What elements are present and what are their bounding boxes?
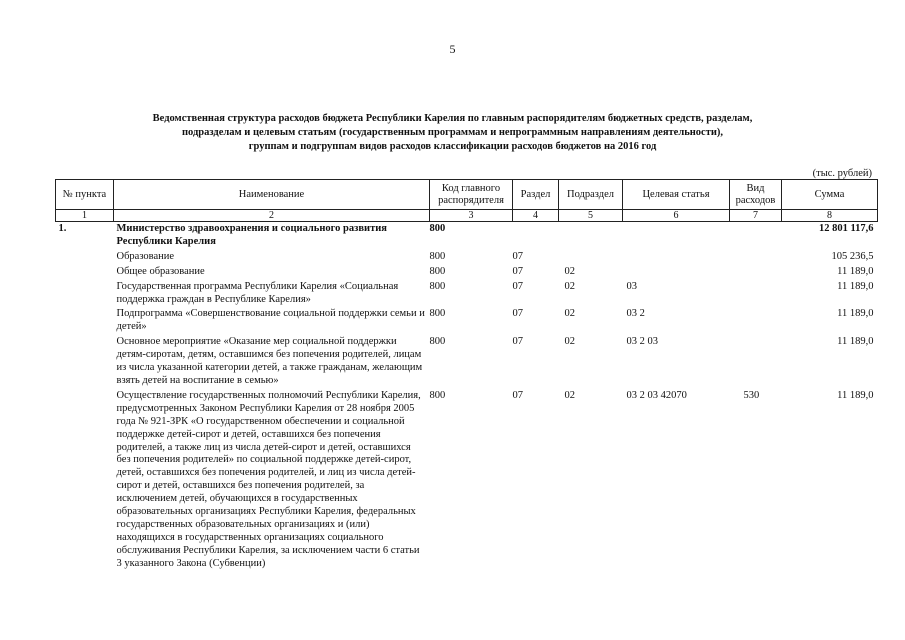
row-section: 07: [512, 336, 523, 348]
row-subsection: 02: [564, 265, 575, 277]
row-kind: [730, 265, 782, 280]
row-section: 07: [512, 308, 523, 320]
row-section: 07: [512, 389, 523, 401]
row-code: 800: [429, 250, 446, 262]
column-number: 5: [559, 210, 623, 222]
row-sum: 11 189,0: [837, 280, 874, 292]
row-target: [623, 250, 730, 265]
row-sum: 11 189,0: [837, 308, 874, 320]
table-header-row: [56, 180, 878, 210]
column-number: 6: [623, 210, 730, 222]
column-number: 1: [56, 210, 114, 222]
row-name: Подпрограмма «Совершенствование социальной поддержки семьи и детей»: [116, 308, 425, 333]
row-name: Государственная программа Республики Карелия «Социальная поддержка граждан в Республике Карелия»: [116, 280, 399, 305]
row-num: [56, 265, 114, 280]
row-kind: [730, 250, 782, 265]
row-code: 800: [429, 389, 446, 401]
row-subsection: 02: [564, 280, 575, 292]
row-code: 800: [429, 308, 446, 320]
row-kind: [730, 222, 782, 250]
table-row: [56, 389, 878, 572]
row-sum: 11 189,0: [837, 265, 874, 277]
header-section: Раздел: [513, 180, 559, 210]
row-num: 1.: [58, 223, 67, 234]
page-number: 5: [449, 42, 456, 56]
header-target: Целевая статья: [623, 180, 730, 210]
row-section: 07: [512, 250, 523, 262]
header-kind: Вид расходов: [730, 180, 782, 210]
table-row: [56, 280, 878, 308]
row-target: 03 2 03 42070: [626, 389, 687, 401]
budget-table: [55, 179, 878, 572]
table-row: [56, 307, 878, 335]
row-sum: 12 801 117,6: [818, 223, 874, 234]
row-code: 800: [429, 280, 446, 292]
row-num: [56, 335, 114, 389]
row-name: Осуществление государственных полномочий Республики Карелия, предусмотренных Законом Республики Карелия от 28 ноября 2005 года № 921-ЗРК «О государственном обеспечении и социальной поддержке детей-сирот и детей, оставшихся без попечения родителей, а также лиц из числа детей-сирот и детей, оставшихся без попечения родителей» по социальной поддержке детей-сирот, детей, оставшихся без попечения родителей, и лиц из числа детей-сирот и детей, оставшихся без попечения родителей, за исключением детей, обучающихся в государственных образовательных организациях Республики Карелия, федеральных государственных образовательных организациях и (или) находящихся в государственных организациях социального обслуживания Республики Карелия, за исключением части 6 статьи 3 указанного Закона (Субвенции): [116, 389, 421, 569]
row-name: Общее образование: [116, 265, 205, 277]
header-code: Код главного распорядителя: [430, 180, 513, 210]
row-kind: [730, 307, 782, 335]
header-num: № пункта: [56, 180, 114, 210]
table-row: [56, 265, 878, 280]
row-section: [513, 222, 559, 250]
row-target: 03 2 03: [626, 336, 658, 348]
row-num: [56, 280, 114, 308]
row-num: [56, 389, 114, 572]
table-body: [56, 222, 878, 572]
row-target: [623, 265, 730, 280]
table-row: [56, 250, 878, 265]
row-name: Основное мероприятие «Оказание мер социальной поддержки детям-сиротам, детям, оставшимся без попечения родителей, лицам из числа указанной категории детей, а также гражданам, желающим взять детей на воспитание в семью»: [116, 336, 423, 386]
column-number-row: [56, 210, 878, 222]
row-code: 800: [429, 223, 446, 234]
header-sum: Сумма: [782, 180, 878, 210]
title-line-3: группам и подгруппам видов расходов классификации расходов бюджетов на 2016 год: [248, 141, 657, 152]
row-subsection: [559, 250, 623, 265]
column-number: 8: [782, 210, 878, 222]
row-target: [623, 222, 730, 250]
row-section: 07: [512, 265, 523, 277]
row-subsection: [559, 222, 623, 250]
row-num: [56, 250, 114, 265]
row-subsection: 02: [564, 389, 575, 401]
table-row: [56, 335, 878, 389]
column-number: 3: [430, 210, 513, 222]
row-subsection: 02: [564, 308, 575, 320]
row-section: 07: [512, 280, 523, 292]
row-name: Образование: [116, 250, 175, 262]
table-row: [56, 222, 878, 250]
row-kind: [730, 335, 782, 389]
row-num: [56, 307, 114, 335]
units-label: (тыс. рублей): [812, 168, 872, 179]
column-number: 7: [730, 210, 782, 222]
column-number: 2: [114, 210, 430, 222]
row-target: 03: [626, 280, 637, 292]
row-subsection: 02: [564, 336, 575, 348]
row-name: Министерство здравоохранения и социального развития Республики Карелия: [116, 223, 387, 247]
document-title: [90, 112, 815, 154]
header-name: Наименование: [114, 180, 430, 210]
column-number: 4: [513, 210, 559, 222]
row-sum: 11 189,0: [837, 389, 874, 401]
header-subsection: Подраздел: [559, 180, 623, 210]
row-code: 800: [429, 265, 446, 277]
title-line-2: подразделам и целевым статьям (государственным программам и непрограммным направлениям деятельности),: [181, 127, 724, 138]
row-sum: 11 189,0: [837, 336, 874, 348]
row-kind: [730, 280, 782, 308]
row-sum: 105 236,5: [831, 250, 874, 262]
row-kind: 530: [743, 389, 760, 401]
row-code: 800: [429, 336, 446, 348]
row-target: 03 2: [626, 308, 645, 320]
title-line-1: Ведомственная структура расходов бюджета Республики Карелия по главным распорядителям бюджетных средств, разделам,: [152, 113, 753, 124]
